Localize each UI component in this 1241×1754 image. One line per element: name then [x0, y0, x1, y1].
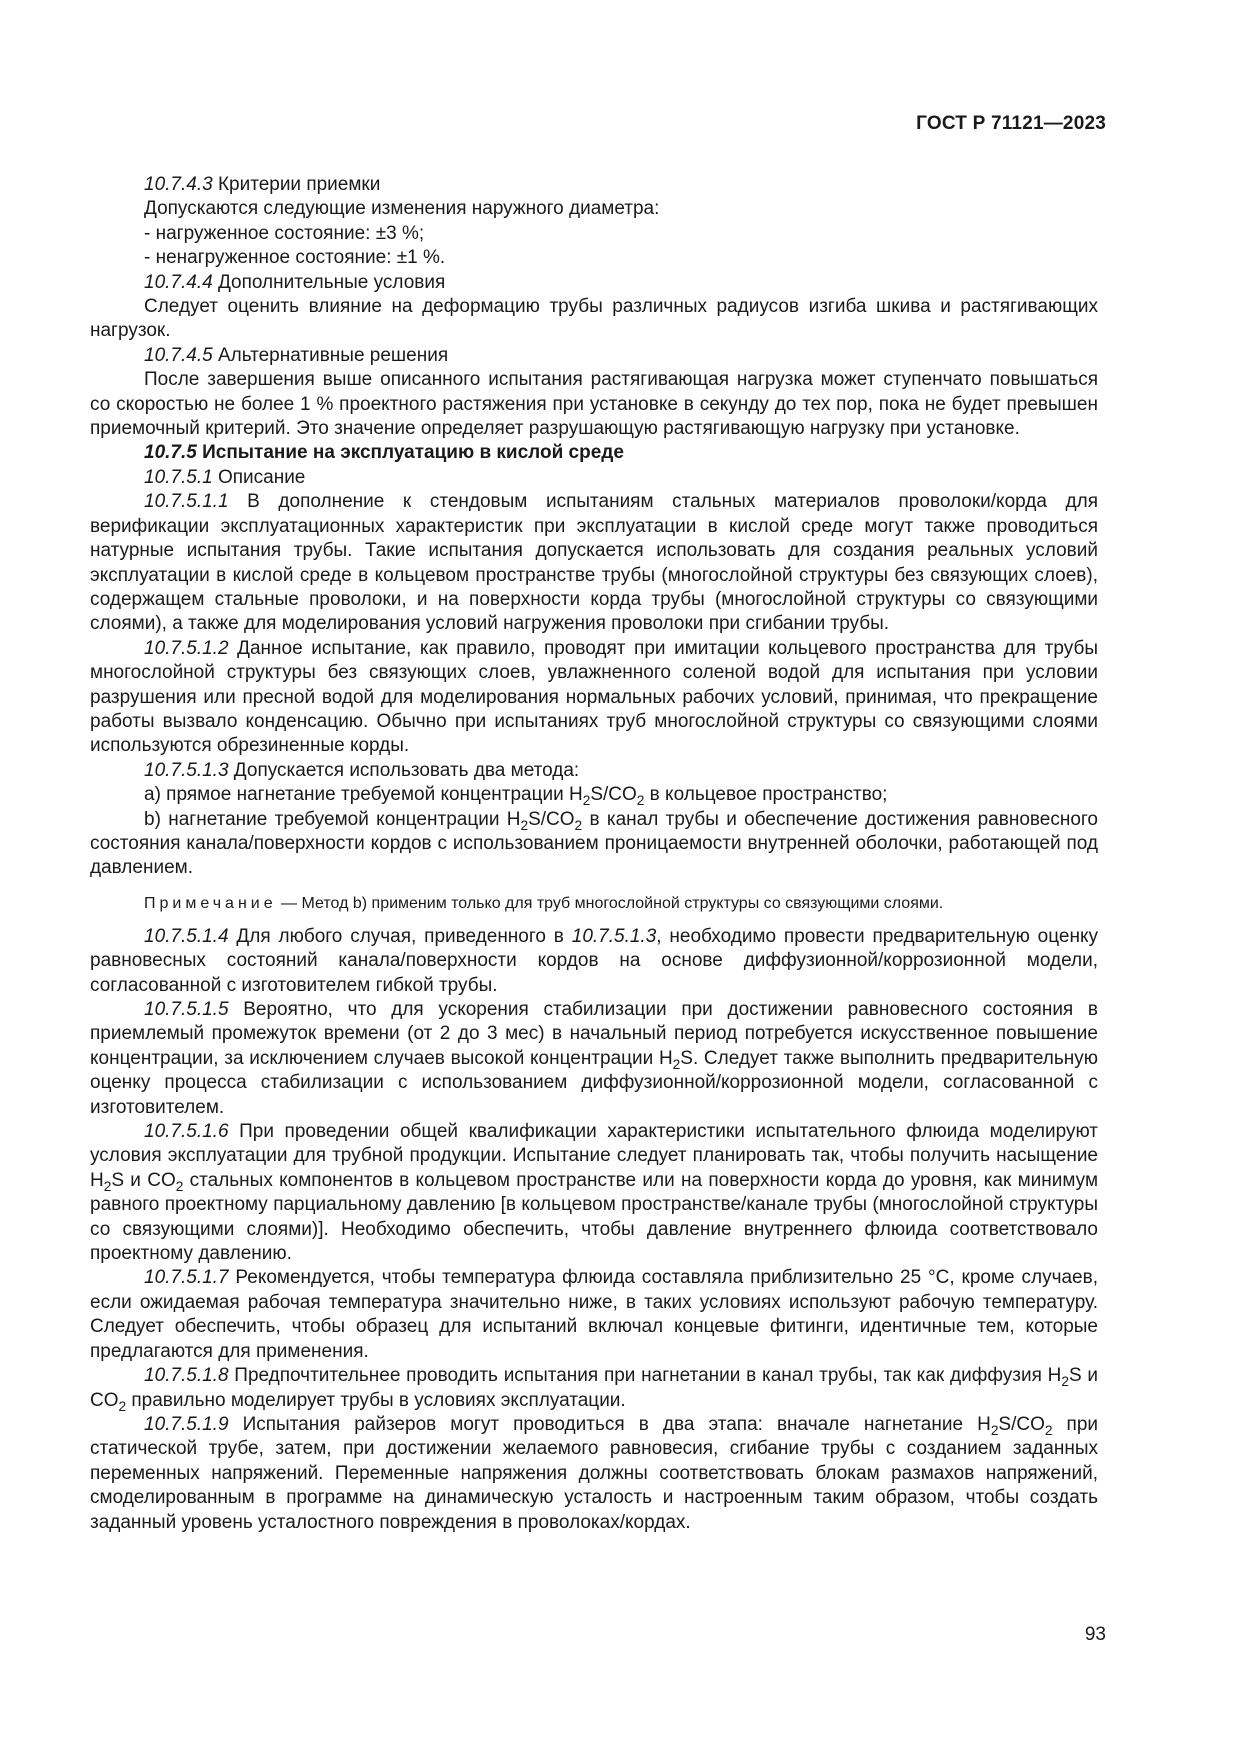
- note-label: Примечание: [144, 894, 277, 912]
- subscript: 2: [672, 1056, 681, 1072]
- subscript: 2: [175, 1178, 184, 1194]
- section-number: 10.7.4.4: [144, 271, 213, 293]
- paragraph-text: После завершения выше описанного испытания растягивающая нагрузка может ступенчато повышаться со скоростью не более 1 % проектного растяжения при установке в секунду до тех пор, пока не будет превышен приемочный критерий. Это значение определяет разрушающую растягивающую нагрузку при установке.: [90, 369, 1098, 440]
- section-number: 10.7.5.1.9: [144, 1413, 229, 1435]
- paragraph-10-7-5-1: [90, 466, 1098, 490]
- paragraph-10-7-5-1-4: 10.7.5.1.4 Для любого случая, приведенного в 10.7.5.1.3, необходимо провести предварительную оценку равновесных состояний канала/поверхности кордов на основе диффузионной/коррозионной модели, согласованной с изготовителем гибкой трубы.: [90, 925, 1098, 996]
- section-heading-10-7-5: [90, 441, 1098, 465]
- page-number: 93: [1084, 1624, 1106, 1645]
- paragraph-10-7-5-1-8: 10.7.5.1.8 Предпочтительнее проводить испытания при нагнетании в канал трубы, так как диффузия $H_2S$ и $CO_2$ правильно моделирует трубы в условиях эксплуатации.: [90, 1365, 1098, 1414]
- list-item: - ненагруженное состояние: ±1 %.: [144, 247, 446, 269]
- subscript: 2: [582, 792, 591, 808]
- paragraph-10-7-5-1-9: 10.7.5.1.9 Испытания райзеров могут проводиться в два этапа: вначале нагнетание $H_2S/CO_2$ при статической трубе, затем, при достижении желаемого равновесия, сгибание трубы с созданием заданных переменных напряжений. Переменные напряжения должны соответствовать блокам размахов напряжений, смоделированным в программе на динамическую усталость и настроенным таким образом, чтобы создать заданный уровень усталостного повреждения в проволоках/кордах.: [90, 1413, 1099, 1533]
- section-number: 10.7.5.1.1: [144, 491, 229, 513]
- paragraph-text: Данное испытание, как правило, проводят при имитации кольцевого пространства для трубы многослойной структуры без связующих слоев, увлажненного соленой водой для испытания при условии разрушения или пресной водой для моделирования нормальных рабочих условий, принимая, что прекращение работы вызвало конденсацию. Обычно при испытаниях труб многослойной структуры со связующими слоями используются обрезиненные корды.: [90, 637, 1098, 757]
- section-number: 10.7.5.1.7: [144, 1267, 229, 1289]
- section-title: Описание: [212, 466, 306, 488]
- section-number: 10.7.5.1.5: [144, 999, 229, 1020]
- subscript: 2: [990, 1422, 999, 1438]
- section-number: 10.7.5.1.2: [144, 637, 229, 659]
- paragraph-text: Рекомендуется, чтобы температура флюида составляла приблизительно 25 °С, кроме случаев, если ожидаемая рабочая температура значительно ниже, в таких условиях используют рабочую температуру. Следует обеспечить, чтобы образец для испытаний включал концевые фитинги, идентичные тем, которые предлагаются для применения.: [90, 1267, 1098, 1362]
- list-item: - нагруженное состояние: ±3 %;: [144, 222, 425, 244]
- paragraph-10-7-5-1-1: [90, 490, 1098, 636]
- paragraph-text: В дополнение к стендовым испытаниям стальных материалов проволоки/корда для верификации эксплуатационных характеристик при эксплуатации в кислой среде могут также проводиться натурные испытания трубы. Такие испытания допускается использовать для создания реальных условий эксплуатации в кислой среде в кольцевом пространстве трубы (многослойной структуры без связующих слоев), содержащем стальные проволоки, и на поверхности корда трубы (многослойной структуры со связующими слоями), а также для моделирования условий нагружения проволоки при сгибании трубы.: [90, 491, 1098, 635]
- section-title: Испытание на эксплуатацию в кислой среде: [196, 442, 624, 464]
- subscript: 2: [103, 1178, 112, 1194]
- section-number: 10.7.5.1.8: [144, 1365, 229, 1387]
- paragraph-10-7-5-1-5: 10.7.5.1.5 Вероятно, что для ускорения стабилизации при достижении равновесного состояния в приемлемый промежуток времени (от 2 до 3 мес) в начальный период потребуется искусственное повышение концентрации, за исключением случаев высокой концентрации $H_2S$. Следует также выполнить предварительную оценку процесса стабилизации с использованием диффузионной/коррозионной модели, согласованной с изготовителем.: [90, 999, 1098, 1118]
- paragraph-10-7-4-4: [90, 271, 1098, 295]
- paragraph-text: Допускается использовать два метода:: [228, 759, 580, 781]
- cross-reference: 10.7.5.1.3: [571, 925, 657, 947]
- note: [144, 893, 1098, 915]
- paragraph-text: Допускаются следующие изменения наружного диаметра:: [144, 198, 660, 220]
- section-title: Дополнительные условия: [212, 271, 446, 293]
- paragraph-text: Следует оценить влияние на деформацию трубы различных радиусов изгиба шкива и растягивающих нагрузок.: [90, 296, 1098, 342]
- document-body: [90, 173, 1098, 1535]
- section-title: Критерии приемки: [212, 174, 381, 195]
- paragraph-10-7-5-1-3: [90, 759, 1098, 783]
- document-header: ГОСТ Р 71121—2023: [916, 113, 1106, 134]
- section-number: 10.7.4.5: [144, 344, 213, 366]
- subscript: 2: [118, 1398, 127, 1414]
- section-number: 10.7.5.1.3: [144, 759, 229, 781]
- section-number: 10.7.5.1.4: [144, 925, 229, 947]
- section-number: 10.7.5: [144, 442, 197, 464]
- paragraph-10-7-5-1-7: [90, 1266, 1098, 1364]
- subscript: 2: [574, 817, 583, 833]
- subscript: 2: [520, 817, 529, 833]
- paragraph-10-7-5-1-6: 10.7.5.1.6 При проведении общей квалификации характеристики испытательного флюида моделируют условия эксплуатации для трубной продукции. Испытание следует планировать так, чтобы получить насыщение $H_2S$ и $CO_2$ стальных компонентов в кольцевом пространстве или на поверхности корда до уровня, как минимум равного проектному парциальному давлению [в кольцевом пространстве/канале трубы (многослойной структуры со связующими слоями)]. Необходимо обеспечить, чтобы давление внутреннего флюида соответствовало проектному давлению.: [90, 1121, 1099, 1265]
- section-number: 10.7.5.1: [144, 466, 213, 488]
- list-item-a: а) прямое нагнетание требуемой концентрации $H_2S/CO_2$ в кольцевое пространство;: [144, 784, 888, 808]
- paragraph-10-7-4-5: [90, 344, 1098, 368]
- paragraph-10-7-5-1-2: [90, 637, 1098, 759]
- note-text: — Метод b) применим только для труб многослойной структуры со связующими слоями.: [276, 894, 944, 912]
- subscript: 2: [636, 792, 645, 808]
- subscript: 2: [1044, 1422, 1053, 1438]
- section-title: Альтернативные решения: [212, 344, 449, 366]
- subscript: 2: [1061, 1373, 1069, 1389]
- section-number: 10.7.5.1.6: [144, 1121, 229, 1143]
- section-number: 10.7.4.3: [144, 174, 213, 195]
- list-item-b: b) нагнетание требуемой концентрации $H_2S/CO_2$ в канал трубы и обеспечение достижения равновесного состояния канала/поверхности кордов с использованием проницаемости внутренней оболочки, работающей под давлением.: [90, 808, 1098, 879]
- paragraph-10-7-4-3: [90, 173, 1098, 197]
